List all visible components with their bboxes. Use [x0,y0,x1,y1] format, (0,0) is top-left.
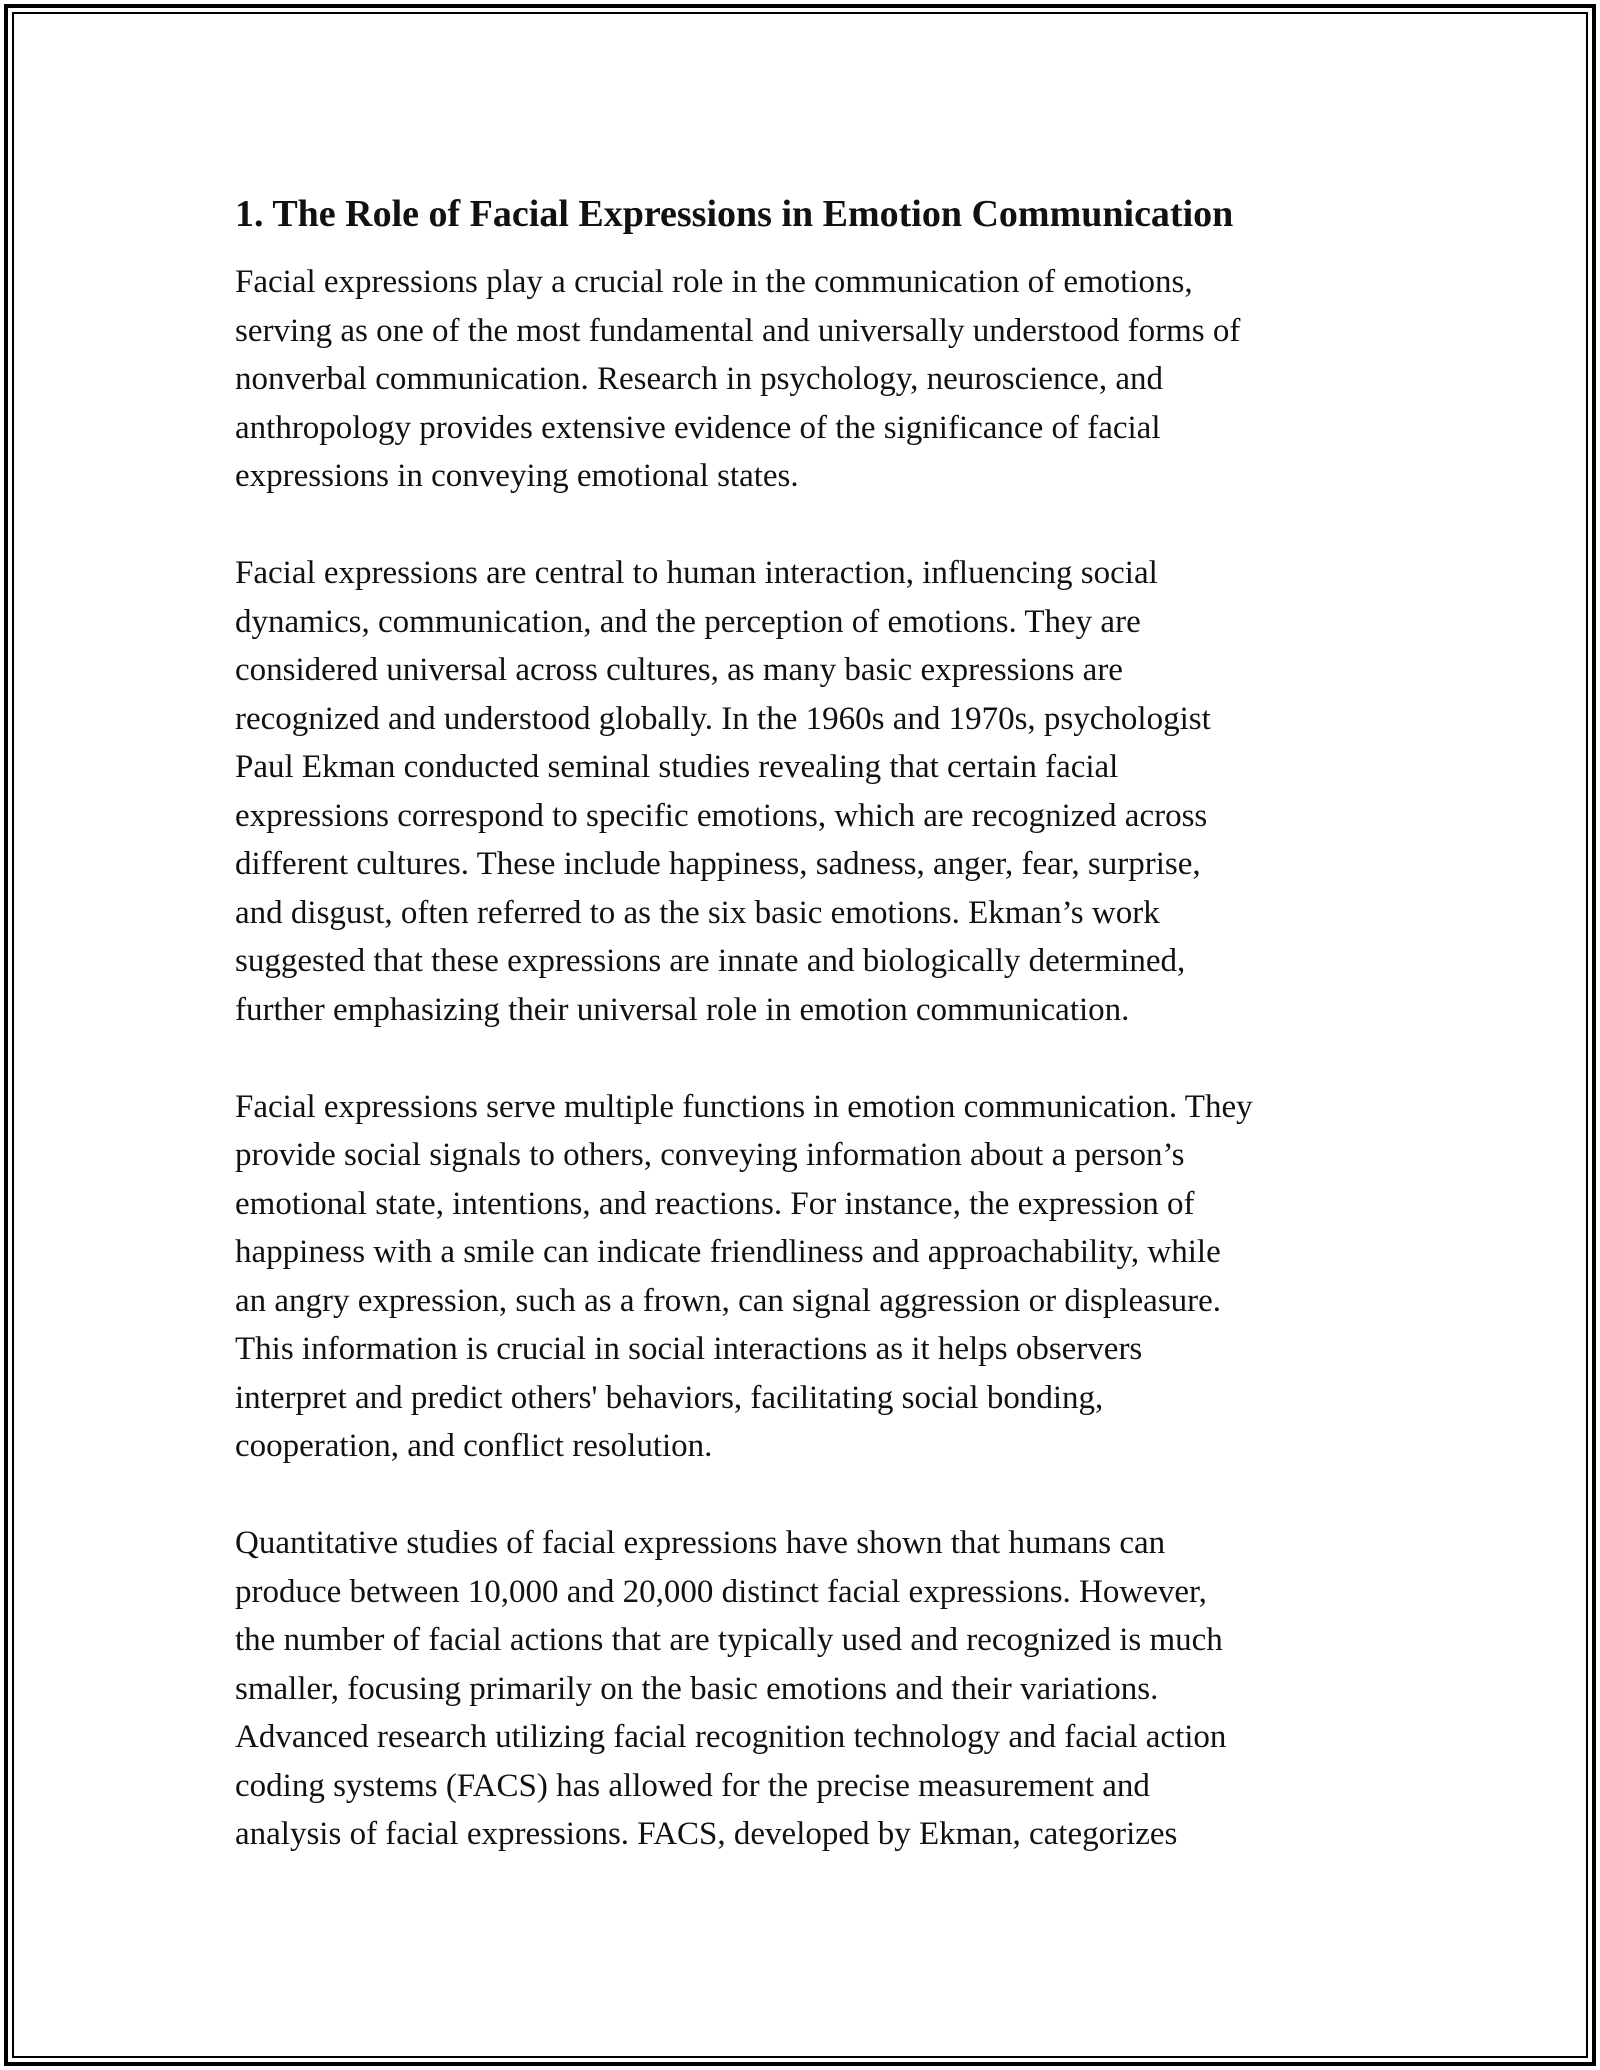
text-line: interpret and predict others' behaviors, facilitating social bonding, [235,1379,1104,1416]
text-line: provide social signals to others, conveying information about a person’s [235,1137,1185,1173]
text-line: an angry expression, such as a frown, can signal aggression or displeasure. [235,1282,1222,1319]
text-line: considered universal across cultures, as many basic expressions are [235,652,1123,688]
text-line: smaller, focusing primarily on the basic emotions and their variations. [235,1670,1159,1707]
text-line: dynamics, communication, and the perception of emotions. They are [235,603,1141,640]
text-line: Facial expressions are central to human interaction, influencing social [235,555,1158,591]
text-line: nonverbal communication. Research in psychology, neuroscience, and [235,361,1163,397]
text-line: analysis of facial expressions. FACS, developed by Ekman, categorizes [235,1816,1178,1852]
text-line: Facial expressions play a crucial role in the communication of emotions, [235,264,1193,300]
text-line: Facial expressions serve multiple functions in emotion communication. They [235,1088,1253,1125]
paragraph-universality [235,549,1385,1034]
text-line: the number of facial actions that are typically used and recognized is much [235,1622,1223,1658]
text-line: cooperation, and conflict resolution. [235,1428,713,1464]
text-line: expressions correspond to specific emotions, which are recognized across [235,797,1208,834]
text-line: produce between 10,000 and 20,000 distinct facial expressions. However, [235,1573,1207,1610]
text-line: happiness with a smile can indicate friendliness and approachability, while [235,1234,1221,1270]
text-line: Quantitative studies of facial expressions have shown that humans can [235,1525,1166,1561]
text-line: Paul Ekman conducted seminal studies revealing that certain facial [235,749,1119,785]
paragraph-quantitative [235,1519,1385,1859]
section-heading: 1. The Role of Facial Expressions in Emotion Communication [235,193,1234,235]
paragraph-intro [235,258,1385,501]
text-line: coding systems (FACS) has allowed for the precise measurement and [235,1767,1150,1804]
text-line: This information is crucial in social interactions as it helps observers [235,1331,1143,1367]
text-line: different cultures. These include happiness, sadness, anger, fear, surprise, [235,846,1201,882]
paragraph-functions [235,1083,1385,1471]
text-line: expressions in conveying emotional states. [235,458,799,494]
text-line: Advanced research utilizing facial recognition technology and facial action [235,1719,1227,1755]
text-line: suggested that these expressions are innate and biologically determined, [235,943,1186,979]
document-body [235,188,1385,1907]
text-line: emotional state, intentions, and reactions. For instance, the expression of [235,1185,1195,1222]
text-line: further emphasizing their universal role in emotion communication. [235,991,1130,1028]
text-line: anthropology provides extensive evidence of the significance of facial [235,409,1161,446]
text-line: and disgust, often referred to as the six basic emotions. Ekman’s work [235,894,1160,931]
text-line: serving as one of the most fundamental and universally understood forms of [235,312,1241,349]
text-line: recognized and understood globally. In the 1960s and 1970s, psychologist [235,700,1211,737]
